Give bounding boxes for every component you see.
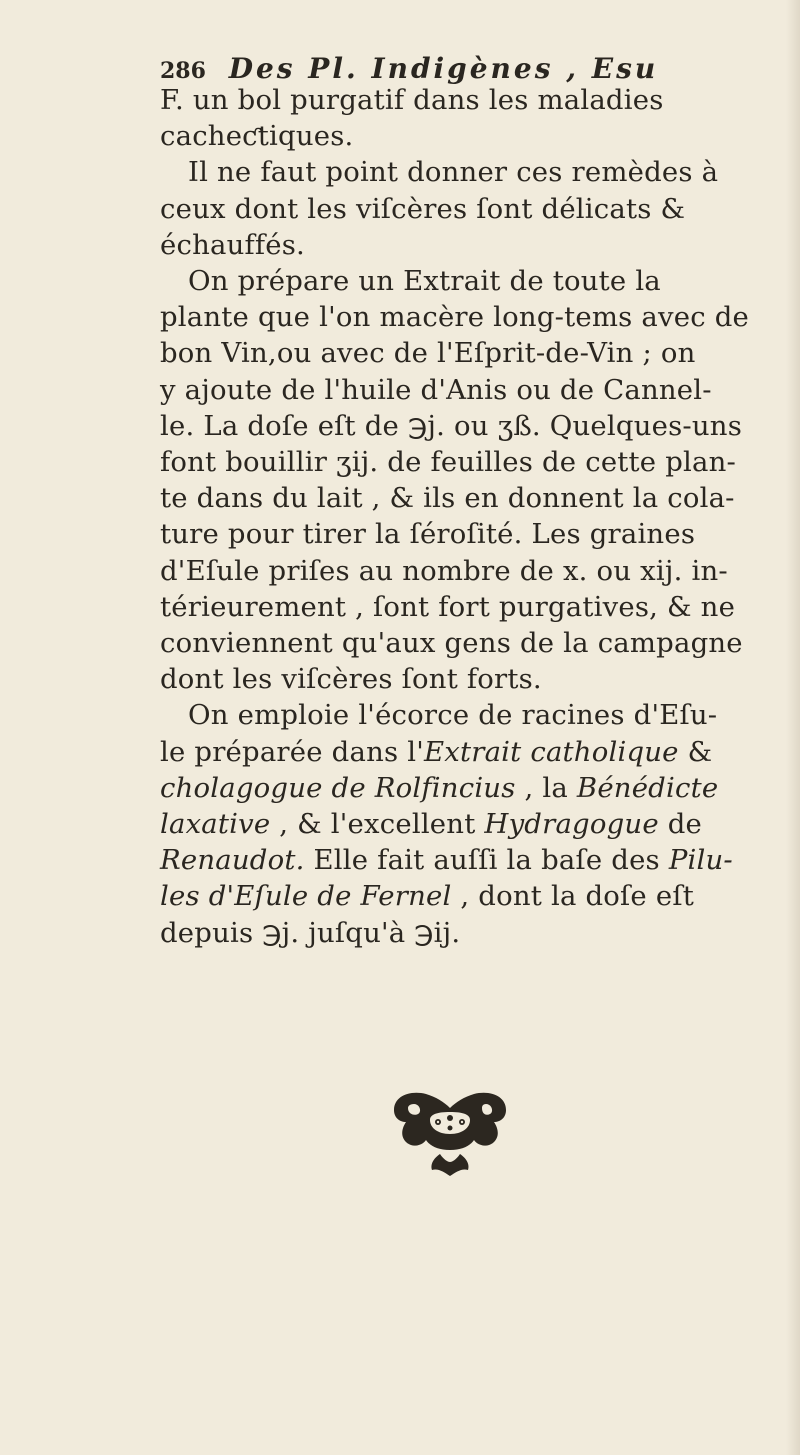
text-line: Il ne faut point donner ces remèdes à [188,156,719,189]
text-line: échauffés. [160,228,305,261]
printer-ornament-icon [386,1088,514,1180]
text-span: , la [515,771,577,804]
text-span: & [678,735,713,768]
text-span: le préparée dans l' [160,735,424,768]
italic-title: Renaudot. [160,844,305,877]
italic-title: Extrait catholique [424,735,679,768]
text-line: le. La doſe eſt de ℈j. ou ʒß. Quelques-uns [160,409,743,442]
text-line: d'Eſule priſes au nombre de x. ou xij. in- [160,554,728,587]
text-span: de [658,808,703,841]
italic-title: Hydragogue [484,808,659,841]
text-line: On emploie l'écorce de racines d'Eſu- [188,699,718,732]
italic-title: les d'Eſule de Fernel [160,880,452,913]
text-span: , dont la doſe eſt [451,880,694,913]
text-line: te dans du lait , & ils en donnent la cola- [160,482,735,515]
text-line: depuis ℈j. juſqu'à ℈ij. [160,916,461,949]
text-span: , & l'excellent [270,808,485,841]
text-line: F. un bol purgatif dans les maladies [160,84,664,116]
text-line: On prépare un Extrait de toute la [188,265,661,298]
text-line: dont les viſcères ſont forts. [160,663,542,696]
text-line [160,842,768,878]
text-line: bon Vin,ou avec de l'Eſprit-de-Vin ; on [160,337,696,370]
page-number: 286 [160,58,206,84]
page-edge-shadow [786,0,800,1455]
text-line [160,806,768,842]
text-line: ture pour tirer la ſéroſité. Les graines [160,518,696,551]
italic-title: laxative [160,808,271,841]
text-line: conviennent qu'aux gens de la campagne [160,627,743,660]
running-title: Des Pl. Indigènes , Esu [228,52,659,85]
text-span: Elle fait auſſi la baſe des [304,844,669,877]
text-line [160,770,768,806]
italic-title: Pilu- [668,844,733,877]
body-text [160,82,768,951]
italic-title: Bénédicte [576,771,719,804]
text-line: plante que l'on macère long-tems avec de [160,301,750,334]
text-line [160,734,768,770]
text-line: ceux dont les viſcères ſont délicats & [160,192,686,225]
text-line: font bouillir ʒij. de feuilles de cette plan- [160,446,737,479]
text-line [160,878,768,914]
text-line: y ajoute de l'huile d'Anis ou de Cannel- [160,373,712,406]
text-line: térieurement , ſont fort purgatives, & ne [160,590,736,623]
text-line: cacheƈtiques. [160,120,354,153]
italic-title: cholagogue de Rolfincius [160,771,516,804]
